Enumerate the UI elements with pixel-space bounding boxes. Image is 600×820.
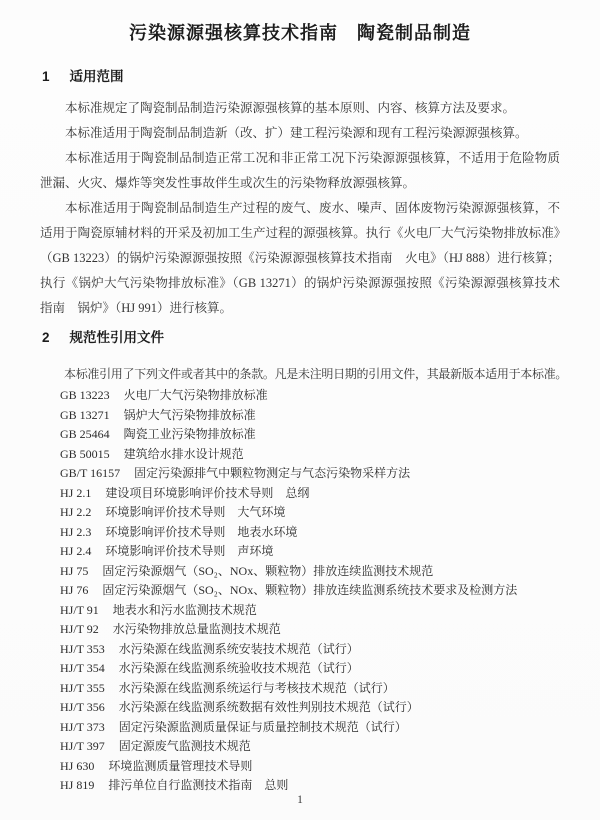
reference-item [60,445,600,465]
reference-title: 水污染物排放总量监测技术规范 [112,622,281,636]
reference-code: HJ/T 356 [60,700,105,714]
section-1-body [40,96,560,321]
reference-item [60,542,600,562]
reference-item [60,386,600,406]
reference-code: HJ 76 [60,583,89,597]
reference-title: 水污染源在线监测系统验收技术规范（试行） [118,661,359,675]
reference-title: 环境影响评价技术导则 声环境 [105,544,274,558]
reference-item [60,659,600,679]
reference-code: HJ/T 373 [60,719,105,734]
reference-code: GB 13223 [60,388,110,402]
reference-item [60,601,600,621]
document-page [0,20,600,820]
reference-list [60,386,600,796]
reference-code: GB/T 16157 [60,466,121,480]
reference-item [60,562,600,582]
reference-item [60,406,600,426]
reference-title: 环境影响评价技术导则 大气环境 [105,505,286,519]
reference-title: 排污单位自行监测技术指南 总则 [108,778,289,792]
reference-code: HJ/T 353 [60,641,105,656]
reference-title: 水污染源在线监测系统运行与考核技术规范（试行） [118,680,395,695]
section-1-heading [42,68,560,85]
reference-title: 固定污染源排气中颗粒物测定与气态污染物采样方法 [134,466,411,480]
document-title: 污染源源强核算技术指南 陶瓷制品制造 [129,23,471,43]
reference-item [60,718,600,738]
reference-item [60,581,600,601]
reference-item [60,698,600,718]
page-number: 1 [297,794,303,806]
reference-code: HJ/T 397 [60,739,105,753]
section-2-heading-text: 规范性引用文件 [69,330,165,345]
reference-code: HJ 2.2 [60,505,92,519]
reference-item [60,620,600,640]
reference-code: HJ 2.1 [60,485,92,500]
reference-title: 固定污染源烟气（SO₂、NOx、颗粒物）排放连续监测技术规范 [102,563,434,578]
reference-code: HJ/T 92 [60,622,99,636]
section-2-intro: 本标准引用了下列文件或者其中的条款。凡是未注明日期的引用文件，其最新版本适用于本标准。 [64,367,568,381]
reference-title: 地表水和污水监测技术规范 [112,602,257,617]
reference-item [60,757,600,777]
reference-title: 锅炉大气污染物排放标准 [123,407,256,422]
reference-code: HJ/T 355 [60,680,105,695]
reference-code: HJ 75 [60,563,89,578]
reference-code: HJ 819 [60,778,95,792]
reference-code: HJ 2.3 [60,524,92,539]
reference-item [60,484,600,504]
reference-title: 水污染源在线监测系统数据有效性判别技术规范（试行） [118,700,419,714]
section-1-heading-text: 适用范围 [69,69,124,84]
paragraph: 本标准适用于陶瓷制品制造生产过程的废气、废水、噪声、固体废物污染源源强核算，不适用于陶瓷原辅材料的开采及初加工生产过程的源强核算。执行《火电厂大气污染物排放标准》（GB 13223）的锅炉污染源源强按照《污染源源强核算技术指南 火电》（HJ 888）进行核算；执行《锅炉大气污染物排放标准》（GB 13271）的锅炉污染源源强按照《污染源源强核算技术指南 锅炉》（HJ 991）进行核算。 [40,201,560,315]
reference-code: HJ 630 [60,758,95,773]
reference-item [60,503,600,523]
reference-code: GB 25464 [60,427,110,441]
reference-title: 固定污染源烟气（SO₂、NOx、颗粒物）排放连续监测系统技术要求及检测方法 [102,583,518,597]
paragraph: 本标准适用于陶瓷制品制造正常工况和非正常工况下污染源源强核算，不适用于危险物质泄漏、火灾、爆炸等突发性事故伴生或次生的污染物释放源强核算。 [40,151,560,190]
reference-code: GB 13271 [60,407,110,422]
reference-item [60,464,600,484]
reference-title: 水污染源在线监测系统安装技术规范（试行） [118,641,359,656]
reference-title: 环境监测质量管理技术导则 [108,758,253,773]
reference-title: 建设项目环境影响评价技术导则 总纲 [105,485,310,500]
reference-title: 陶瓷工业污染物排放标准 [123,427,256,441]
paragraph: 本标准适用于陶瓷制品制造新（改、扩）建工程污染源和现有工程污染源源强核算。 [65,126,528,140]
reference-item [60,523,600,543]
reference-code: GB 50015 [60,446,110,461]
reference-title: 固定污染源监测质量保证与质量控制技术规范（试行） [118,719,407,734]
reference-item [60,425,600,445]
reference-item [60,679,600,699]
section-1-number: 1 [42,69,50,84]
reference-code: HJ/T 91 [60,602,99,617]
section-2-heading [42,329,560,346]
section-2-number: 2 [42,330,50,345]
reference-item [60,776,600,796]
reference-code: HJ 2.4 [60,544,92,558]
paragraph: 本标准规定了陶瓷制品制造污染源源强核算的基本原则、内容、核算方法及要求。 [65,101,516,115]
reference-item [60,737,600,757]
reference-code: HJ/T 354 [60,661,105,675]
reference-title: 火电厂大气污染物排放标准 [123,388,268,402]
reference-title: 建筑给水排水设计规范 [123,446,244,461]
reference-title: 固定源废气监测技术规范 [118,739,251,753]
reference-title: 环境影响评价技术导则 地表水环境 [105,524,298,539]
reference-item [60,640,600,660]
